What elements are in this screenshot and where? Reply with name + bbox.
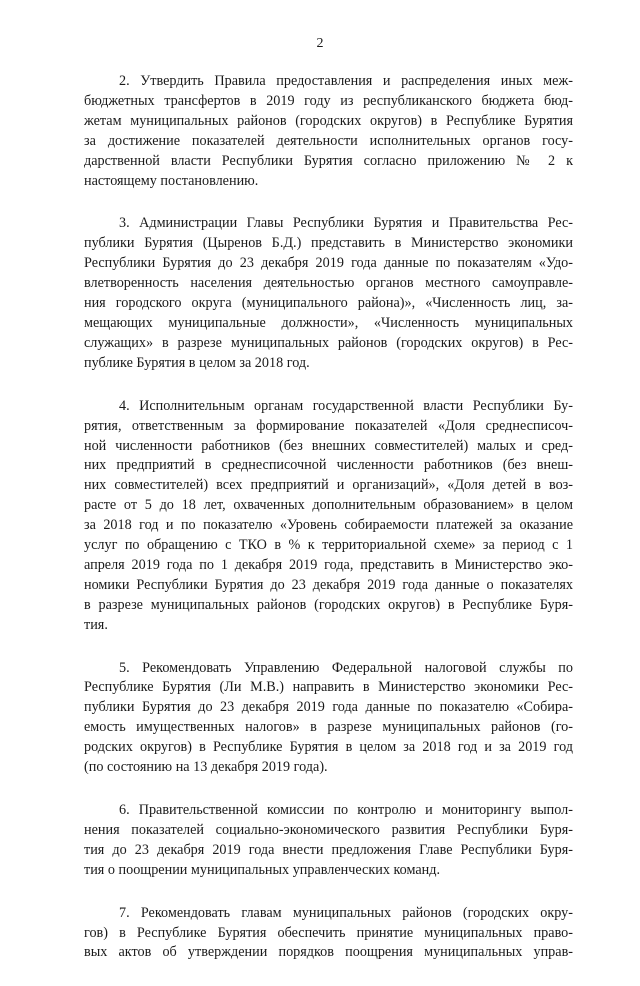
text-line: 6. Правительственной комиссии по контролю и мониторингу выпол- <box>119 802 573 818</box>
text-line: емость имущественных налогов» в разрезе муниципальных районов (го- <box>84 719 573 736</box>
text-line: Республики Бурятия до 23 декабря 2019 года данные по показателям «Удо- <box>84 255 573 272</box>
paragraph-7 <box>84 904 573 964</box>
text-line: вых актов об утверждении порядков поощрения муниципальных управ- <box>84 944 573 961</box>
page-number: 2 <box>316 36 324 51</box>
text-line: нения показателей социально-экономического развития Республики Буря- <box>84 821 573 838</box>
text-line: служащих» в разрезе муниципальных районов (городских округов) в Рес- <box>84 334 573 351</box>
text-line: публики Бурятия до 23 декабря 2019 года данные по показателю «Собира- <box>84 699 573 716</box>
text-line: (по состоянию на 13 декабря 2019 года). <box>84 759 328 776</box>
paragraph-6 <box>84 801 573 881</box>
paragraph-2 <box>84 72 573 191</box>
text-line: 4. Исполнительным органам государственной власти Республики Бу- <box>119 397 573 414</box>
text-line: 2. Утвердить Правила предоставления и распределения иных меж- <box>119 73 573 89</box>
text-line: 5. Рекомендовать Управлению Федеральной налоговой службы по <box>119 659 573 676</box>
text-line: за достижение показателей деятельности исполнительных органов госу- <box>84 132 573 149</box>
text-line: в разрезе муниципальных районов (городских округов) в Республике Буря- <box>84 596 573 613</box>
text-line: жетам муниципальных районов (городских округов) в Республике Бурятия <box>84 112 573 129</box>
text-line: ния городского округа (муниципального района)», «Численность лиц, за- <box>84 295 573 312</box>
text-line: апреля 2019 года по 1 декабря 2019 года, представить в Министерство эко- <box>84 556 573 573</box>
text-line: Республике Бурятия (Ли М.В.) направить в Министерство экономики Рес- <box>84 679 573 696</box>
text-line: родских округов) в Республике Бурятия в целом за 2018 год и за 2019 год <box>84 739 573 756</box>
text-line: 3. Администрации Главы Республики Бурятия и Правительства Рес- <box>119 215 573 232</box>
text-line: них предприятий в среднесписочной численности работников (без внеш- <box>84 457 573 474</box>
text-line: расте от 5 до 18 лет, охваченных дополнительным образованием» в целом <box>84 497 573 514</box>
text-line: за 2018 год и по показателю «Уровень собираемости платежей за оказание <box>84 517 573 534</box>
text-line: услуг по обращению с ТКО в % к территориальной схеме» за период с 1 <box>84 537 573 554</box>
text-line: гов) в Республике Бурятия обеспечить принятие муниципальных право- <box>84 924 573 941</box>
text-line: рятия, ответственным за формирование показателей «Доля среднесписоч- <box>84 417 573 434</box>
text-line: дарственной власти Республики Бурятия согласно приложению № 2 к <box>84 152 573 169</box>
text-line: публике Бурятия в целом за 2018 год. <box>84 354 310 371</box>
text-line: публики Бурятия (Цыренов Б.Д.) представить в Министерство экономики <box>84 235 573 252</box>
text-line: 7. Рекомендовать главам муниципальных районов (городских окру- <box>119 904 573 921</box>
text-line: них совместителей) всех предприятий и организаций», «Доля детей в воз- <box>84 477 573 494</box>
paragraph-5 <box>84 659 573 778</box>
text-line: бюджетных трансфертов в 2019 году из республиканского бюджета бюд- <box>84 92 573 109</box>
text-line: мещающих муниципальные должности», «Численность муниципальных <box>84 314 573 331</box>
text-line: тия. <box>84 616 108 633</box>
paragraph-3 <box>84 214 573 373</box>
text-line: тия до 23 декабря 2019 года внести предложения Главе Республики Буря- <box>84 841 573 858</box>
document-body <box>84 72 573 986</box>
paragraph-4 <box>84 397 573 636</box>
text-line: номики Республики Бурятия до 23 декабря 2019 года данные о показателях <box>84 576 573 593</box>
text-line: настоящему постановлению. <box>84 172 259 189</box>
text-line: тия о поощрении муниципальных управленческих команд. <box>84 861 440 878</box>
text-line: ной численности работников (без внешних совместителей) малых и сред- <box>84 437 573 454</box>
text-line: влетворенность населения деятельностью органов местного самоуправле- <box>84 275 573 292</box>
